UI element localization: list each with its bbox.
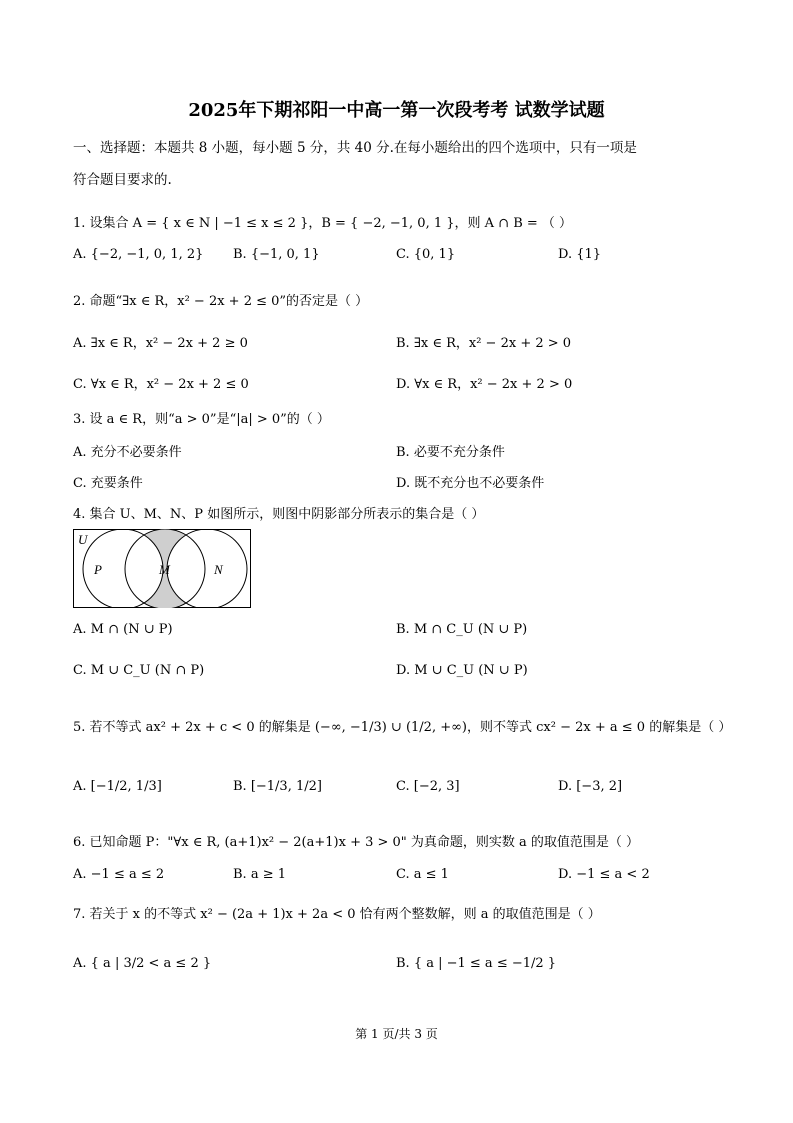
question-7-option-b: B. { a | −1 ≤ a ≤ −1/2 } <box>396 956 557 971</box>
question-7-option-a: A. { a | 3/2 < a ≤ 2 } <box>73 956 212 971</box>
question-4-option-b: B. M ∩ C_U (N ∪ P) <box>396 622 528 637</box>
page-title: 2025年下期祁阳一中高一第一次段考考 试数学试题 <box>188 100 605 121</box>
question-6-option-b: B. a ≥ 1 <box>233 867 286 882</box>
venn-label-u: U <box>78 532 88 547</box>
question-5-option-d: D. [−3, 2] <box>558 779 623 794</box>
question-5-stem: 5. 若不等式 ax² + 2x + c < 0 的解集是 (−∞, −1/3) ∪ (1/2, +∞)，则不等式 cx² − 2x + a ≤ 0 的解集是（ ） <box>73 720 732 735</box>
question-7-stem: 7. 若关于 x 的不等式 x² − (2a + 1)x + 2a < 0 恰有两个整数解，则 a 的取值范围是（ ） <box>73 907 601 922</box>
question-5-option-b: B. [−1/3, 1/2] <box>233 779 322 794</box>
venn-diagram <box>73 529 251 608</box>
question-4-option-c: C. M ∪ C_U (N ∩ P) <box>73 663 205 678</box>
question-3-option-d: D. 既不充分也不必要条件 <box>396 476 545 491</box>
question-6-option-a: A. −1 ≤ a ≤ 2 <box>73 867 165 882</box>
page-footer: 第 1 页/共 3 页 <box>355 1027 438 1041</box>
question-5-option-a: A. [−1/2, 1/3] <box>73 779 162 794</box>
question-1-option-d: D. {1} <box>558 247 602 262</box>
section-instruction-line-2: 符合题目要求的. <box>73 172 172 188</box>
question-4-option-a: A. M ∩ (N ∪ P) <box>73 622 173 637</box>
question-3-option-b: B. 必要不充分条件 <box>396 445 505 460</box>
venn-label-p: P <box>94 562 102 577</box>
question-2-option-a: A. ∃x ∈ R，x² − 2x + 2 ≥ 0 <box>73 336 248 351</box>
question-2-stem: 2. 命题“∃x ∈ R，x² − 2x + 2 ≤ 0”的否定是（ ） <box>73 294 369 309</box>
question-2-option-c: C. ∀x ∈ R，x² − 2x + 2 ≤ 0 <box>73 377 249 392</box>
question-4-stem: 4. 集合 U、M、N、P 如图所示，则图中阴影部分所表示的集合是（ ） <box>73 507 485 522</box>
venn-label-n: N <box>214 562 223 577</box>
question-2-option-d: D. ∀x ∈ R，x² − 2x + 2 > 0 <box>396 377 573 392</box>
question-3-option-a: A. 充分不必要条件 <box>73 445 182 460</box>
question-6-option-c: C. a ≤ 1 <box>396 867 449 882</box>
question-3-stem: 3. 设 a ∈ R，则“a > 0”是“|a| > 0”的（ ） <box>73 412 330 427</box>
question-6-stem: 6. 已知命题 P："∀x ∈ R, (a+1)x² − 2(a+1)x + 3 > 0" 为真命题，则实数 a 的取值范围是（ ） <box>73 835 640 850</box>
question-1-option-b: B. {−1, 0, 1} <box>233 247 320 262</box>
question-1-stem: 1. 设集合 A = { x ∈ N | −1 ≤ x ≤ 2 }，B = { −2, −1, 0, 1 }，则 A ∩ B = （ ） <box>73 216 573 231</box>
question-6-option-d: D. −1 ≤ a < 2 <box>558 867 650 882</box>
question-1-option-c: C. {0, 1} <box>396 247 456 262</box>
question-4-option-d: D. M ∪ C_U (N ∪ P) <box>396 663 528 678</box>
question-1-option-a: A. {−2, −1, 0, 1, 2} <box>73 247 204 262</box>
question-3-option-c: C. 充要条件 <box>73 476 143 491</box>
question-2-option-b: B. ∃x ∈ R，x² − 2x + 2 > 0 <box>396 336 572 351</box>
question-5-option-c: C. [−2, 3] <box>396 779 460 794</box>
section-instruction-line-1: 一、选择题：本题共 8 小题，每小题 5 分，共 40 分.在每小题给出的四个选项中，只有一项是 <box>73 140 637 156</box>
venn-label-m: M <box>159 562 170 577</box>
